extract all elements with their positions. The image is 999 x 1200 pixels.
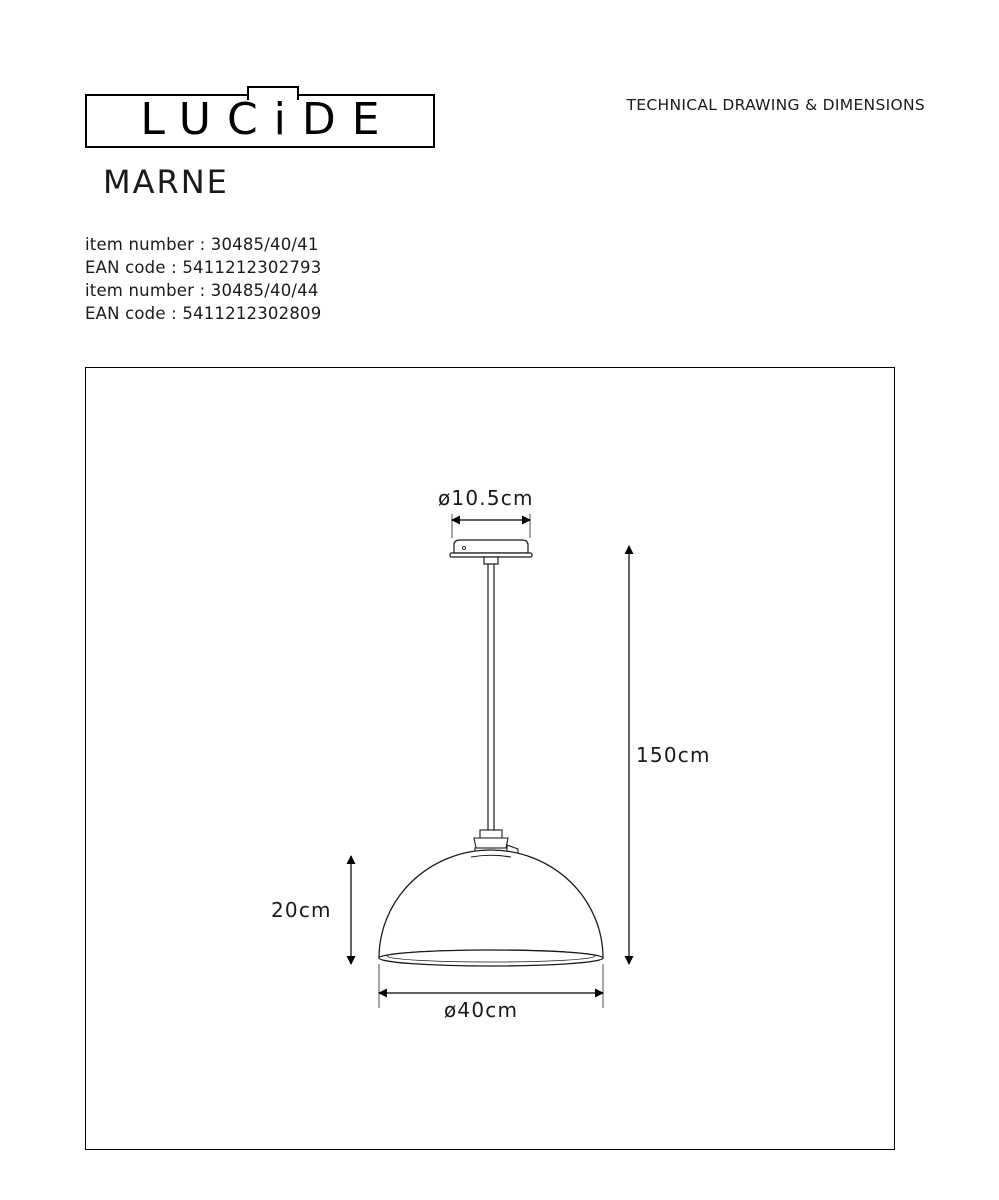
- technical-drawing-title: TECHNICAL DRAWING & DIMENSIONS: [626, 96, 925, 114]
- document-header: [85, 78, 925, 148]
- product-title: MARNE: [103, 163, 229, 201]
- ceiling-canopy: [450, 540, 532, 564]
- ean-code-1: EAN code : 5411212302793: [85, 258, 322, 277]
- dome-shade: [379, 850, 603, 966]
- item-number-2: item number : 30485/40/44: [85, 281, 319, 300]
- drawing-frame: [85, 367, 895, 1150]
- logo-text: LUCiDE: [140, 94, 396, 145]
- brand-logo: [85, 86, 437, 148]
- item-number-1: item number : 30485/40/41: [85, 235, 319, 254]
- label-total-height: 150cm: [636, 743, 711, 767]
- label-shade-height: 20cm: [271, 898, 332, 922]
- dimension-canopy-diameter: [452, 514, 530, 538]
- label-canopy-diameter: ø10.5cm: [438, 486, 534, 510]
- label-shade-diameter: ø40cm: [444, 998, 519, 1022]
- suspension-cord: [488, 564, 494, 830]
- ean-code-2: EAN code : 5411212302809: [85, 304, 322, 323]
- product-codes: [85, 233, 321, 325]
